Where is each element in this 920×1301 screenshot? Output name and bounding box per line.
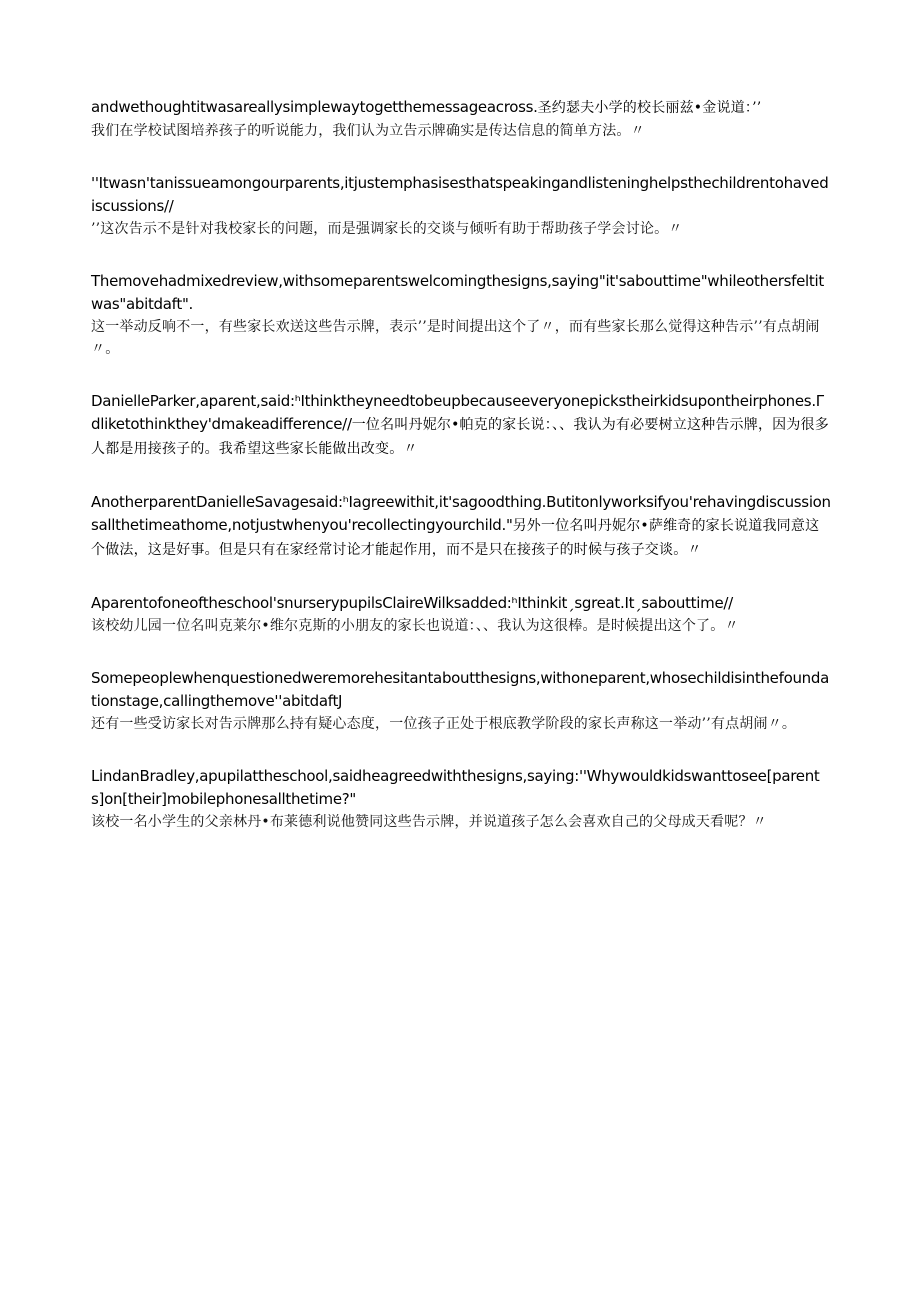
english-text: ''Itwasn'tanissueamongourparents,itjustemphasisesthatspeakingandlisteninghelpsthechildrentohavediscussions//	[91, 174, 829, 215]
paragraph-chinese: 该校幼儿园一位名叫克莱尔•维尔克斯的小朋友的家长也说道：、、我认为这很棒。是时候提出这个了。〃	[91, 618, 739, 634]
english-text: LindanBradley,apupilattheschool,saidheagreedwiththesigns,saying:''Whywouldkidswanttosee[parents]on[their]mobilephonesallthetime?"	[91, 767, 820, 808]
paragraph-chinese: 我们在学校试图培养孩子的听说能力，我们认为立告示牌确实是传达信息的简单方法。〃	[91, 123, 645, 139]
paragraph-7	[91, 667, 831, 735]
chinese-inline-text: 一位名叫丹妮尔•帕克的家长说：、、我认为有必要树立这种告示牌，因为很多人都是用接孩子的。我希望这些家长能做出改变。〃	[91, 417, 829, 457]
english-text: andwethoughtitwasareallysimplewaytogetthemessageacross.	[91, 98, 538, 116]
english-text: Somepeoplewhenquestionedweremorehesitantaboutthesigns,withoneparent,whosechildisinthefoundationstage,callingthemove''abitdaftJ	[91, 669, 829, 710]
paragraph-2	[91, 172, 831, 240]
paragraph-english	[91, 765, 831, 811]
english-text: DanielleParker,aparent,said:ʰIthinktheyneedtobeupbecauseeveryonepickstheirkidsupontheirphones.Γdliketothinkthey'dmakeadifference//	[91, 392, 824, 433]
paragraph-1	[91, 96, 831, 142]
paragraph-8	[91, 765, 831, 833]
chinese-inline-text: 另外一位名叫丹妮尔•萨维奇的家长说道我同意这个做法，这是好事。但是只有在家经常讨论才能起作用，而不是只在接孩子的时候与孩子交谈。〃	[91, 518, 820, 558]
english-text: Themovehadmixedreview,withsomeparentswelcomingthesigns,saying"it'sabouttime"whileothersfeltitwas"abitdaft".	[91, 272, 824, 313]
paragraph-english	[91, 491, 831, 562]
paragraph-english	[91, 172, 831, 218]
paragraph-english	[91, 390, 831, 461]
english-text: Aparentofoneoftheschool'snurserypupilsClaireWilksadded:ʰIthinkitˏsgreat.Itˏsabouttime//	[91, 594, 733, 612]
paragraph-chinese: 这一举动反响不一，有些家长欢送这些告示牌，表示’’是时间提出这个了〃，而有些家长那么觉得这种告示’’有点胡闹〃。	[91, 319, 820, 357]
paragraph-6	[91, 592, 831, 637]
paragraph-3	[91, 270, 831, 360]
chinese-inline-text: 圣约瑟夫小学的校长丽兹•金说道：’’	[537, 100, 762, 116]
document-page	[91, 96, 831, 863]
paragraph-english	[91, 667, 831, 713]
paragraph-4	[91, 390, 831, 461]
english-text: AnotherparentDanielleSavagesaid:ʰIagreewithit,it'sagoodthing.Butitonlyworksifyou'rehavingdiscussionsallthetimeathome,notjustwhenyou'recollectingyourchild."	[91, 493, 831, 534]
paragraph-chinese: 该校一名小学生的父亲林丹•布莱德利说他赞同这些告示牌，并说道孩子怎么会喜欢自己的父母成天看呢？〃	[91, 814, 767, 830]
paragraph-5	[91, 491, 831, 562]
paragraph-chinese: 还有一些受访家长对告示牌那么持有疑心态度，一位孩子正处于根底教学阶段的家长声称这一举动’’有点胡闹〃。	[91, 716, 797, 732]
paragraph-english	[91, 96, 831, 120]
paragraph-english	[91, 270, 831, 316]
paragraph-english	[91, 592, 831, 615]
paragraph-chinese: ’’这次告示不是针对我校家长的问题，而是强调家长的交谈与倾听有助于帮助孩子学会讨论。〃	[91, 221, 683, 237]
